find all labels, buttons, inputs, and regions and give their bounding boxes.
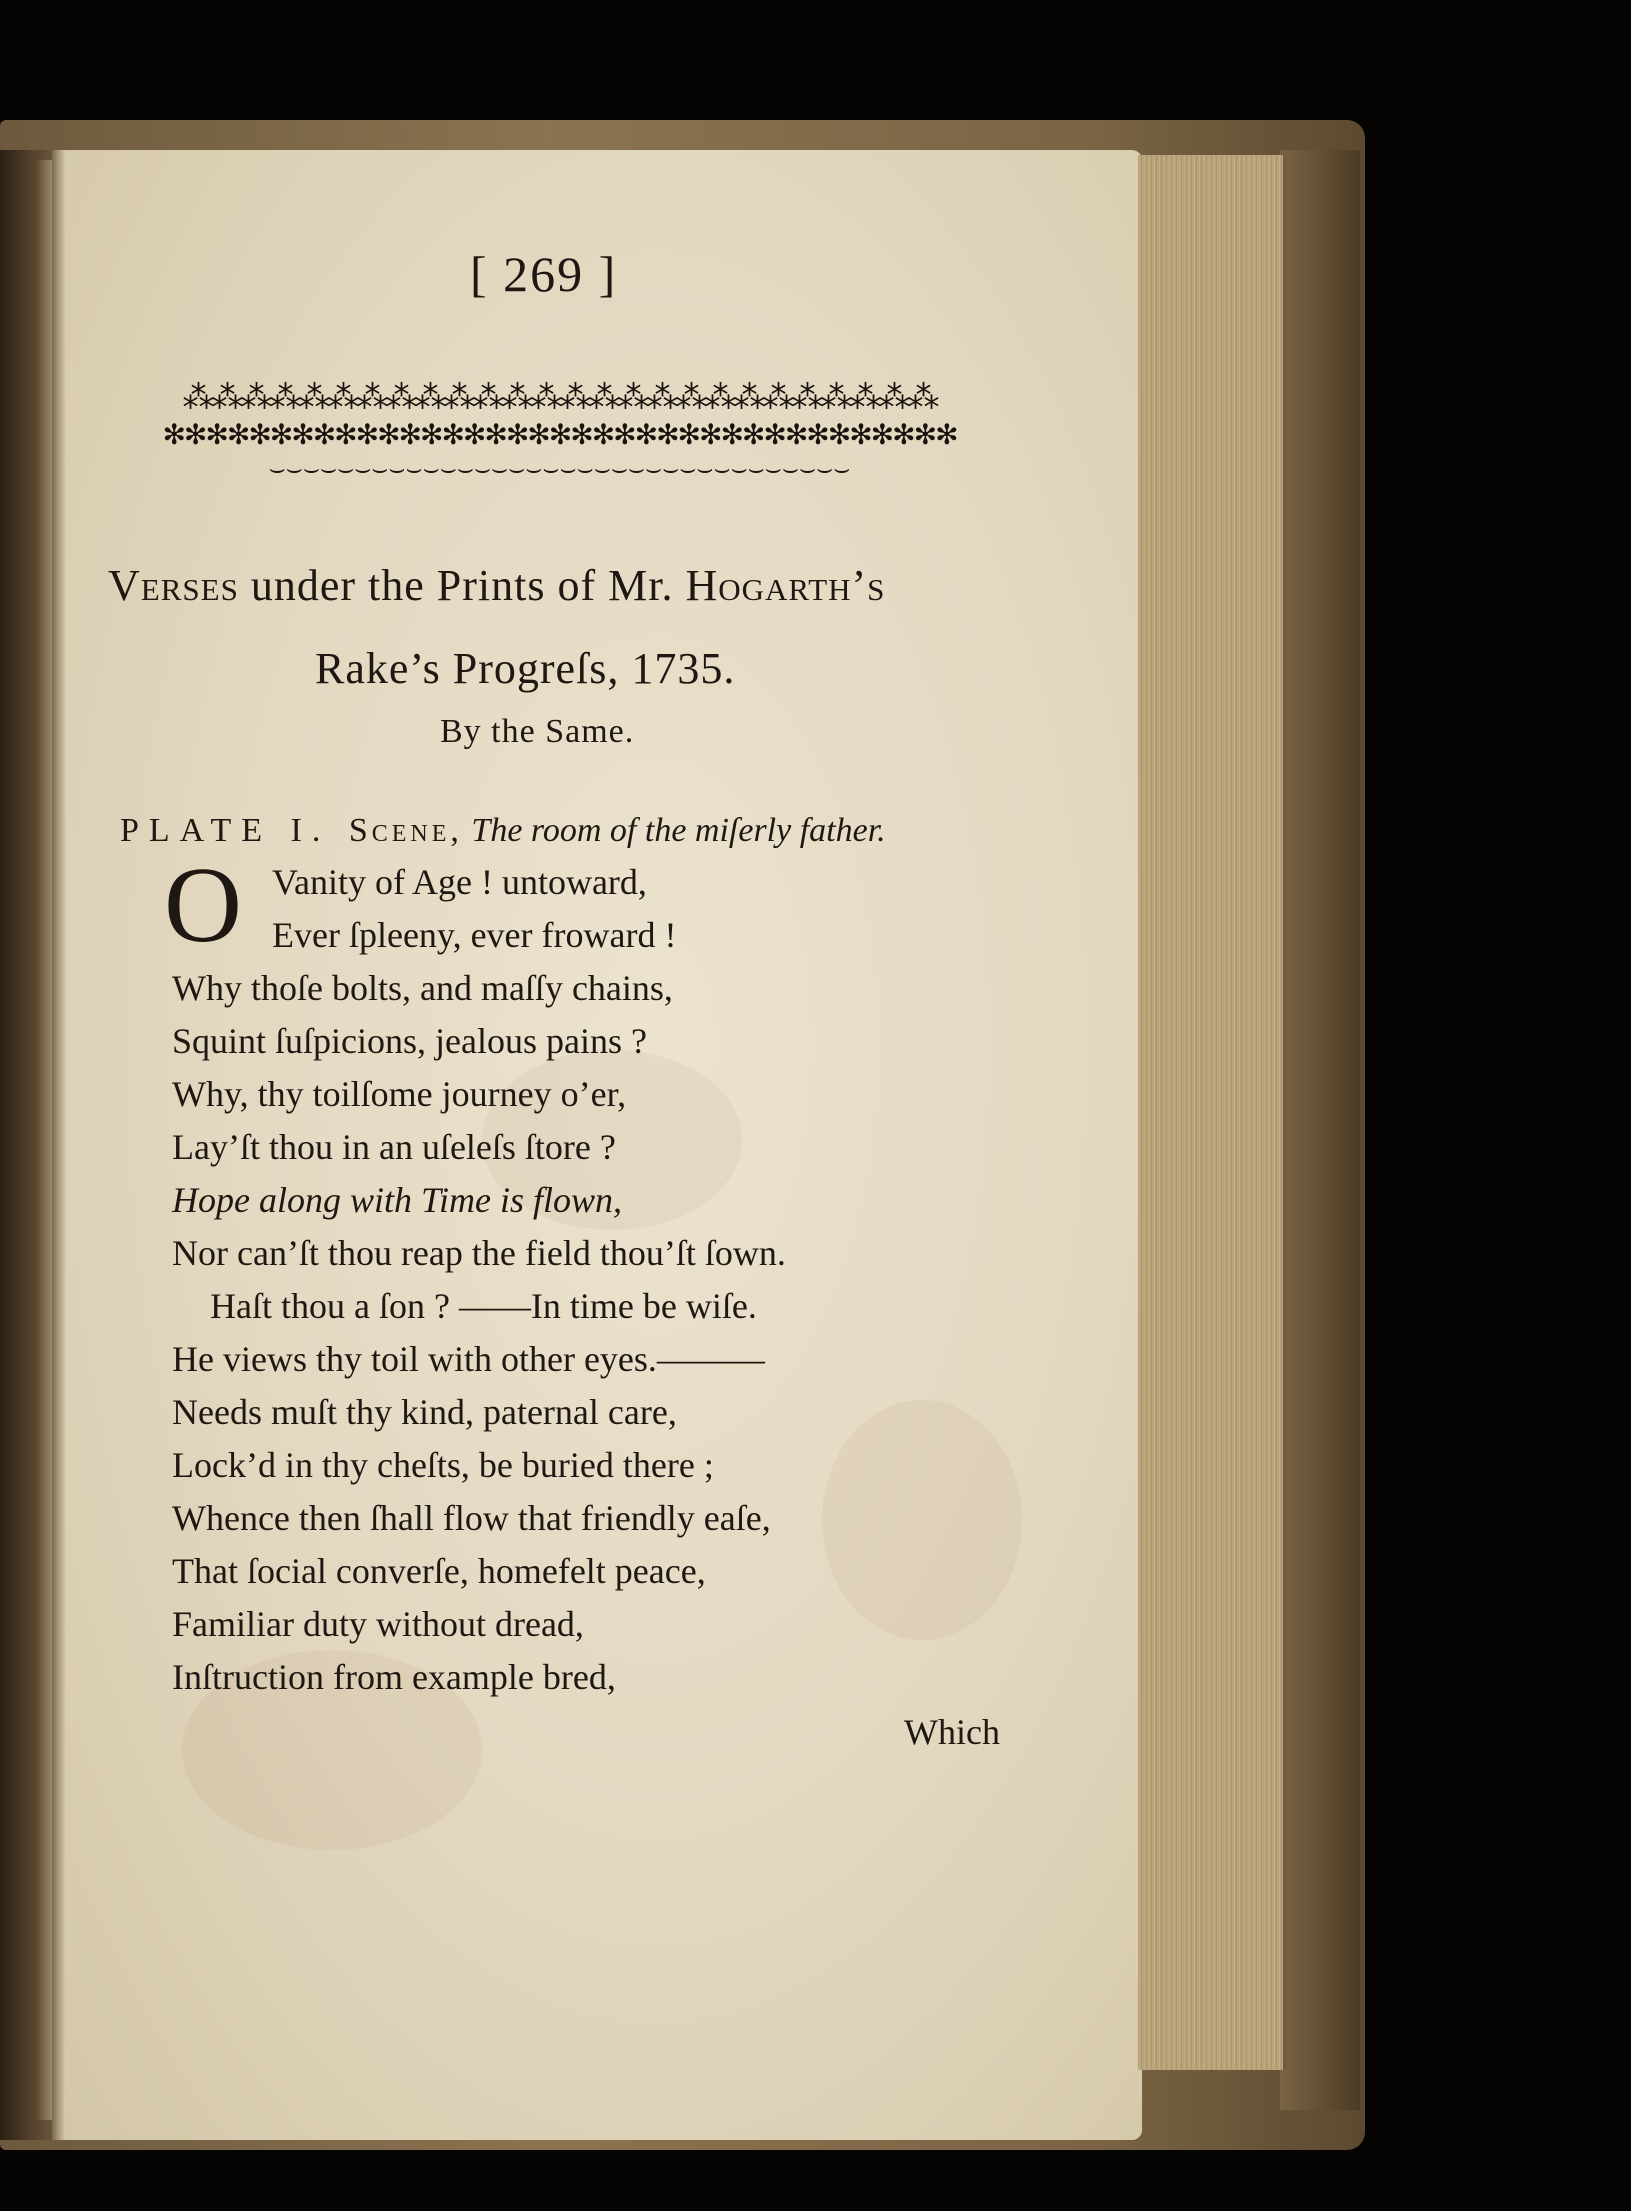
scene-description: The room of the miſerly father. <box>471 812 886 849</box>
verse-line: He views thy toil with other eyes.——— <box>172 1339 765 1379</box>
verse-line: Lock’d in thy cheſts, be buried there ; <box>172 1445 714 1485</box>
verse-line: Nor can’ſt thou reap the field thou’ſt ſown. <box>172 1233 786 1273</box>
title-line-2: Rake’s Progreſs, 1735. <box>315 644 736 693</box>
spine-shadow <box>0 150 60 2140</box>
verse-line: Familiar duty without dread, <box>172 1604 584 1644</box>
byline: By the Same. <box>440 713 635 750</box>
verse-line: Inſtruction from example bred, <box>172 1657 616 1697</box>
verse-line: Ever ſpleeny, ever froward ! <box>272 915 677 955</box>
verse-line: Vanity of Age ! untoward, <box>272 862 647 902</box>
plate-label: PLATE I. <box>120 812 331 849</box>
page-stack-edge <box>1138 155 1286 2070</box>
title-verses: Verses <box>108 561 239 610</box>
cover-edge <box>1280 150 1360 2110</box>
title-hogarth: Hogarth’s <box>685 561 886 610</box>
page-gutter <box>52 150 66 2140</box>
verse-line: Why, thy toilſome journey o’er, <box>172 1074 627 1114</box>
verse-line: Lay’ſt thou in an uſeleſs ſtore ? <box>172 1127 616 1167</box>
plate-heading <box>120 812 886 850</box>
ornament-row-top: ⁂⁂⁂⁂⁂⁂⁂⁂⁂⁂⁂⁂⁂⁂⁂⁂⁂⁂⁂⁂⁂⁂⁂⁂⁂⁂ <box>182 378 937 416</box>
ornament-row-middle: ✻✻✻✻✻✻✻✻✻✻✻✻✻✻✻✻✻✻✻✻✻✻✻✻✻✻✻✻✻✻✻✻✻✻✻✻✻ <box>162 418 957 451</box>
verse-line: Haſt thou a ſon ? ——In time be wiſe. <box>210 1286 757 1326</box>
title-line-1 <box>108 560 885 611</box>
catchword: Which <box>904 1712 1000 1752</box>
verse-line: Squint ſuſpicions, jealous pains ? <box>172 1021 647 1061</box>
verse-line: Why thoſe bolts, and maſſy chains, <box>172 968 673 1008</box>
verse-line: That ſocial converſe, homefelt peace, <box>172 1551 706 1591</box>
verse-line: Needs muſt thy kind, paternal care, <box>172 1392 677 1432</box>
drop-cap: O <box>164 846 242 965</box>
title-under-prints: under the Prints of Mr. <box>238 561 686 610</box>
scene-label: Scene, <box>348 812 463 849</box>
verse-line: Whence then ſhall flow that friendly eaſe, <box>172 1498 771 1538</box>
ornament-row-bottom: ⌣⌣⌣⌣⌣⌣⌣⌣⌣⌣⌣⌣⌣⌣⌣⌣⌣⌣⌣⌣⌣⌣⌣⌣⌣⌣⌣⌣⌣⌣⌣⌣⌣⌣ <box>268 454 851 484</box>
verse-line: Hope along with Time is flown, <box>172 1180 623 1220</box>
page-number: [ 269 ] <box>470 246 618 302</box>
